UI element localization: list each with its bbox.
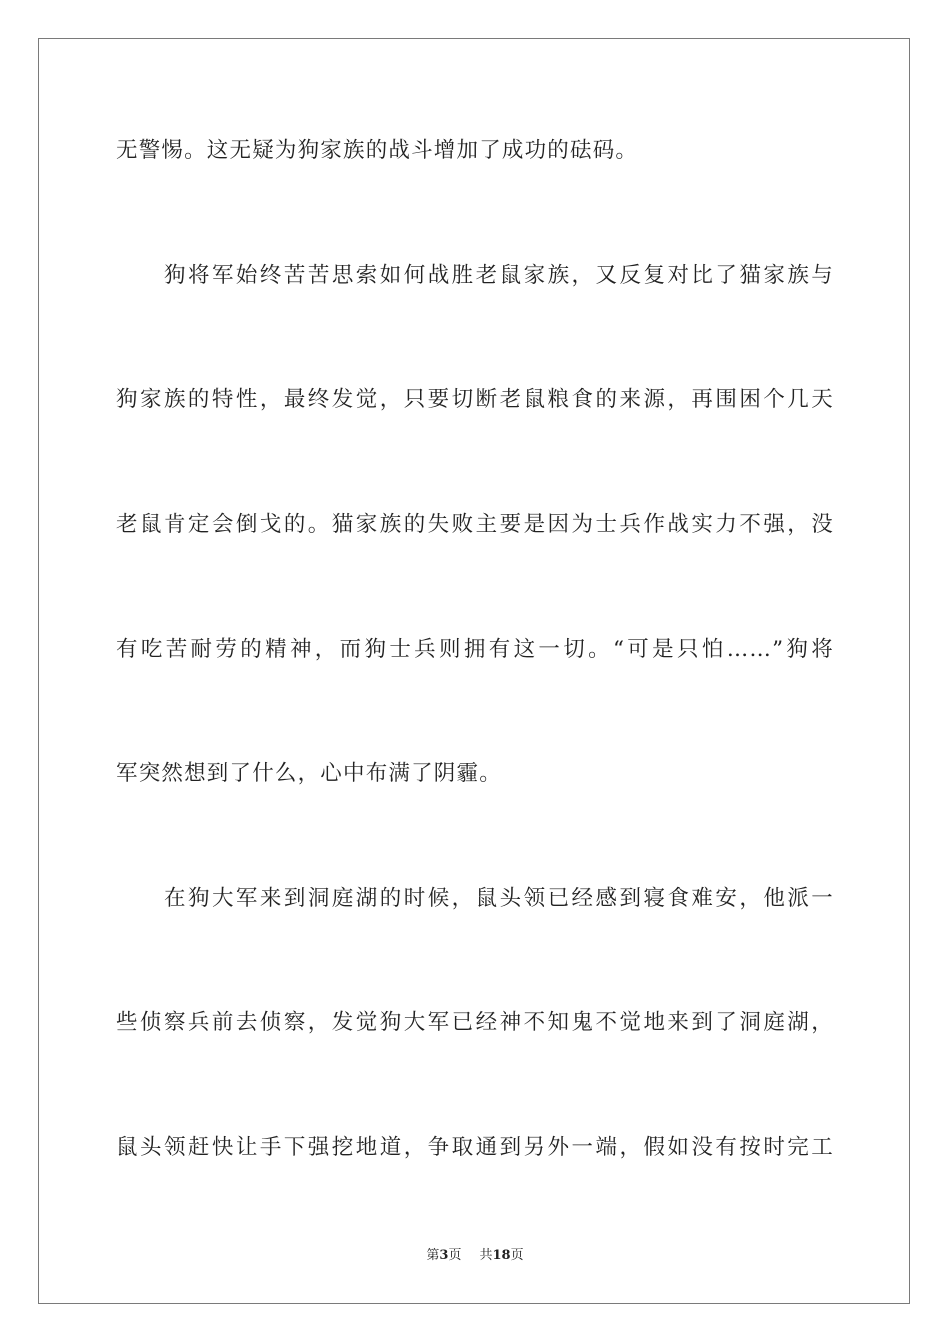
page-prefix: 第: [426, 1248, 440, 1263]
total-prefix: 共: [479, 1248, 493, 1263]
total-pages: 18: [492, 1248, 511, 1263]
page-border: [38, 38, 910, 1304]
text-line-6: 军突然想到了什么，心中布满了阴霾。: [116, 761, 502, 786]
page-number: 3: [439, 1248, 449, 1263]
text-line-1: 无警惕。这无疑为狗家族的战斗增加了成功的砝码。: [116, 138, 639, 163]
page-footer: [0, 1247, 950, 1265]
text-line-3: 狗家族的特性，最终发觉，只要切断老鼠粮食的来源，再围困个几天: [116, 387, 834, 412]
text-line-4: 老鼠肯定会倒戈的。猫家族的失败主要是因为士兵作战实力不强，没: [116, 512, 834, 537]
text-line-5: 有吃苦耐劳的精神，而狗士兵则拥有这一切。“可是只怕……”狗将: [116, 637, 834, 662]
page-suffix: 页: [448, 1248, 462, 1263]
text-line-7: 在狗大军来到洞庭湖的时候，鼠头领已经感到寝食难安，他派一: [164, 886, 834, 911]
text-line-8: 些侦察兵前去侦察，发觉狗大军已经神不知鬼不觉地来到了洞庭湖，: [116, 1010, 834, 1035]
text-line-2: 狗将军始终苦苦思索如何战胜老鼠家族，又反复对比了猫家族与: [164, 263, 834, 288]
total-suffix: 页: [510, 1248, 524, 1263]
text-line-9: 鼠头领赶快让手下强挖地道，争取通到另外一端，假如没有按时完工: [116, 1135, 834, 1160]
